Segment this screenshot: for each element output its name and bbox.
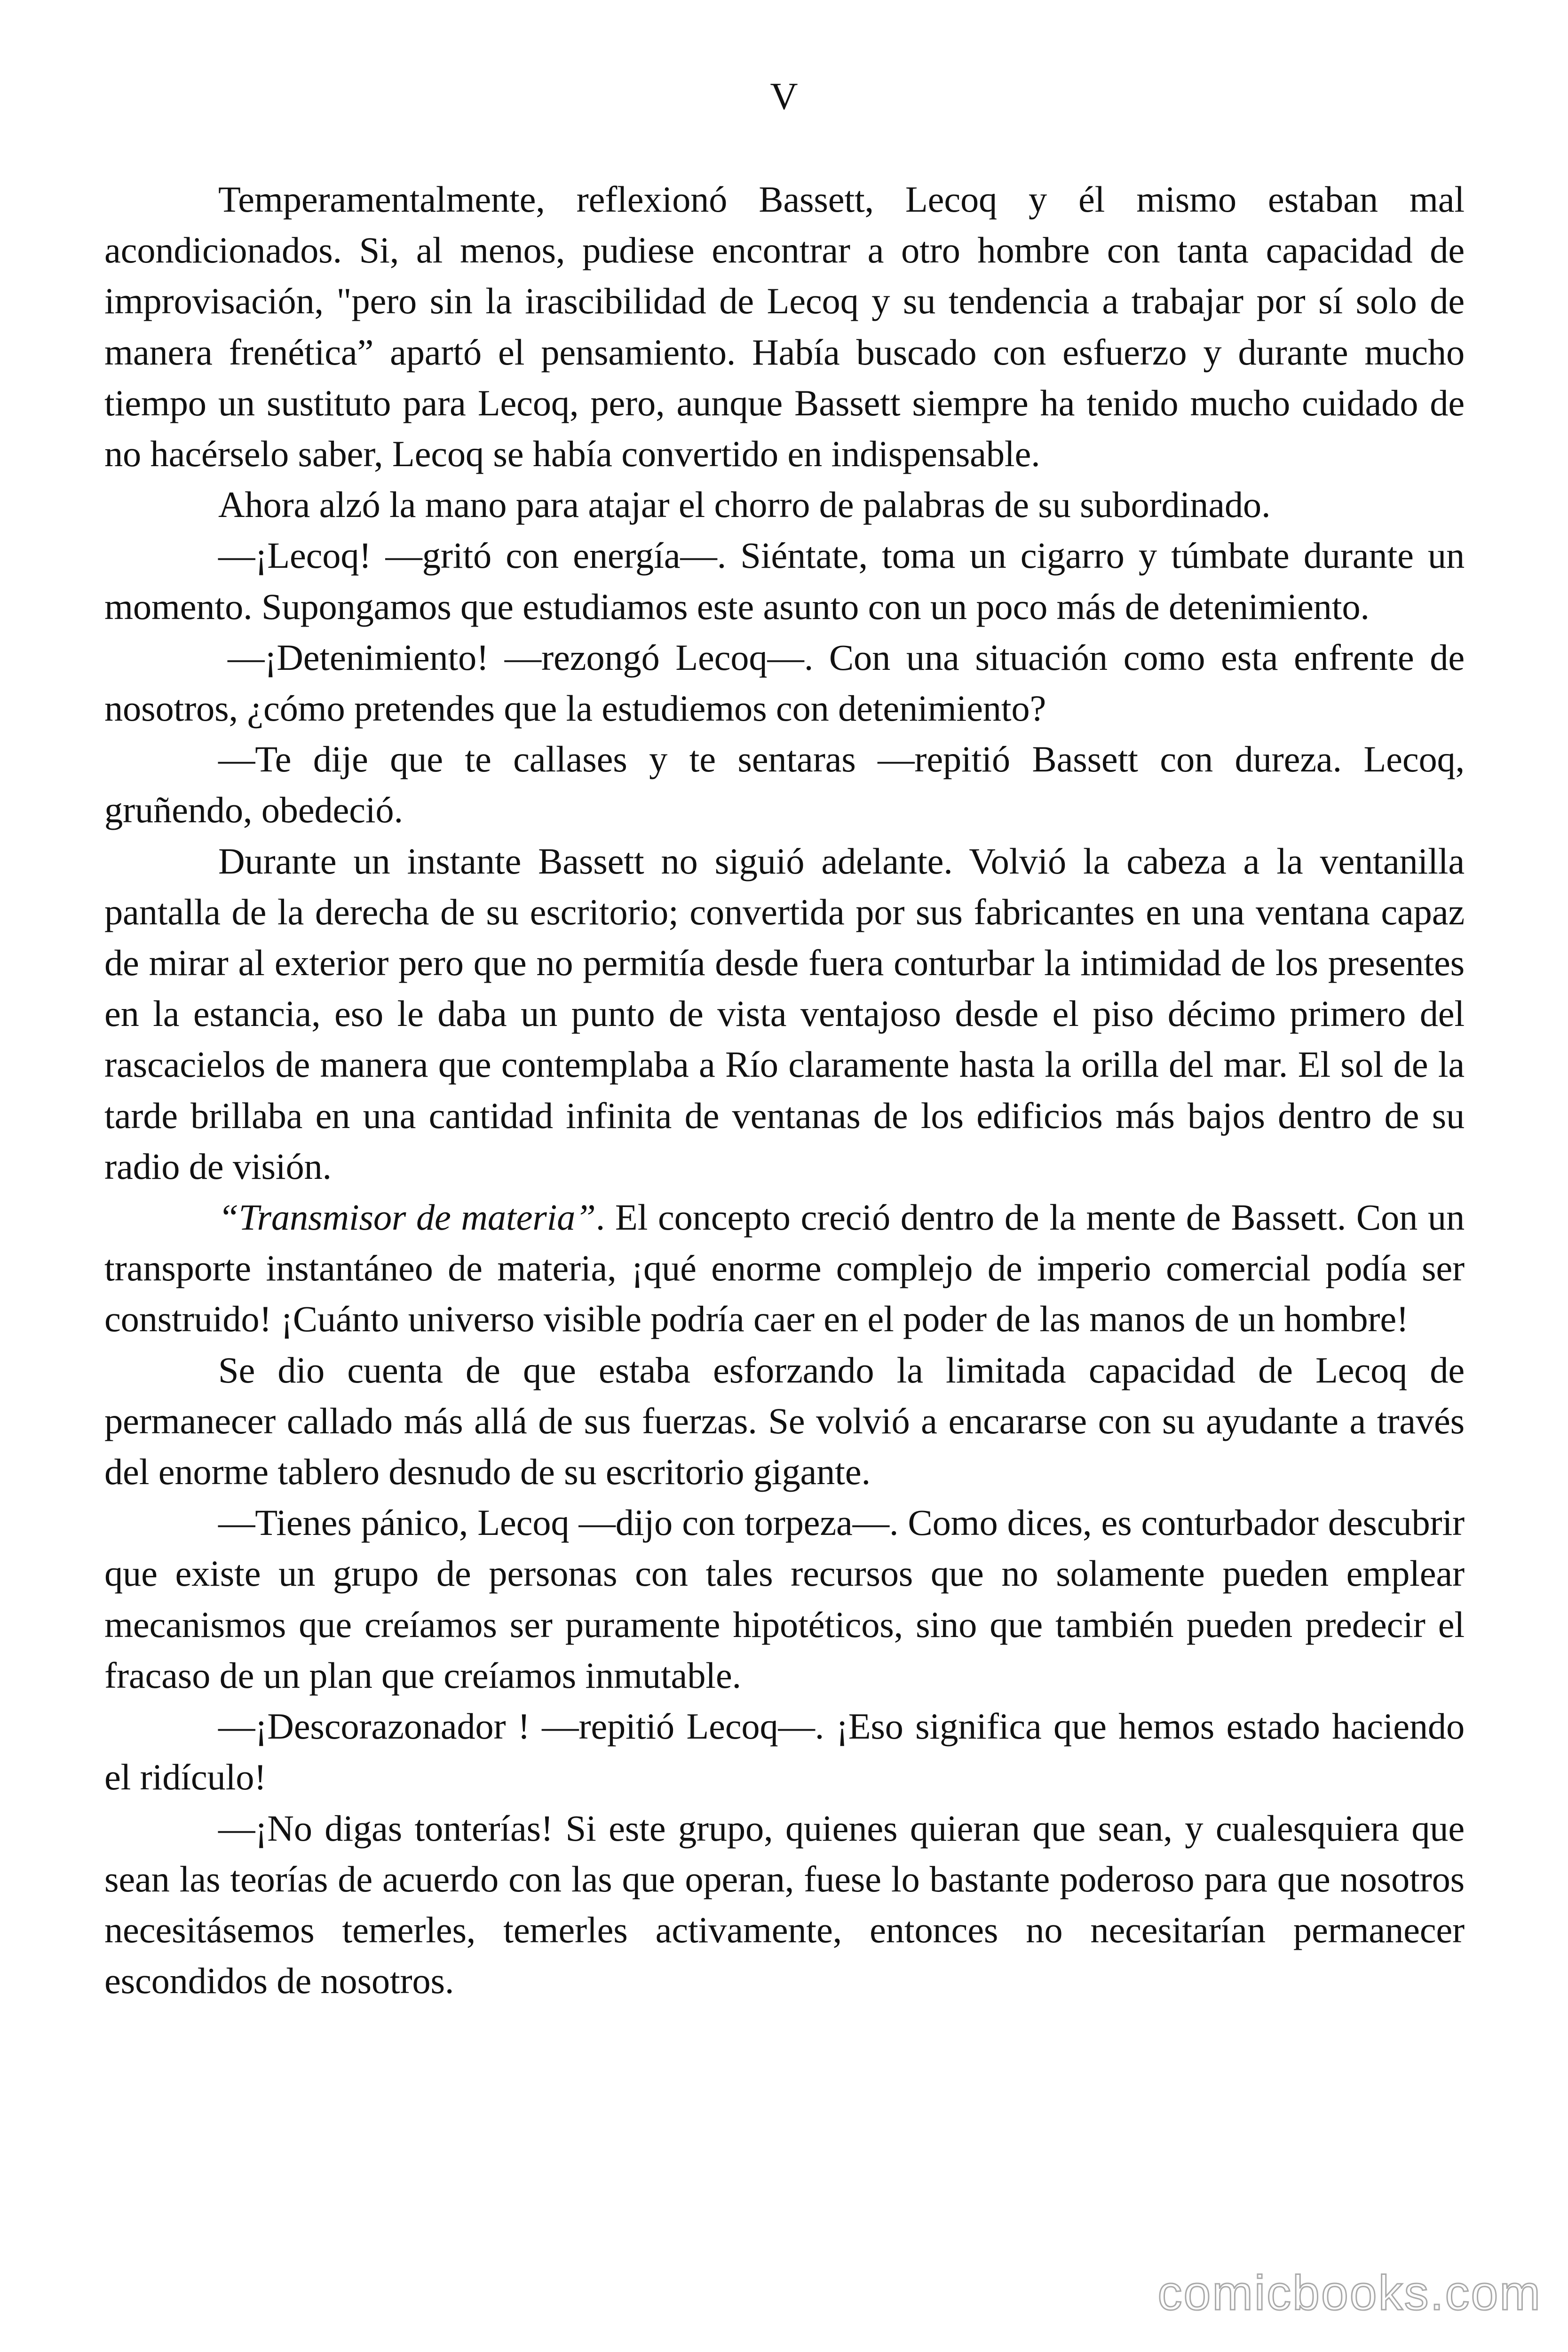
paragraph: —Tienes pánico, Lecoq —dijo con torpeza—. Como dices, es conturbador descubrir que existe un grupo de personas con tales recursos que no solamente pueden emplear mecanismos que creíamos ser puramente hipotéticos, sino que también pueden predecir el fracaso de un plan que creíamos inmutable. xyxy=(104,1502,1465,1696)
paragraph: Se dio cuenta de que estaba esforzando la limitada capacidad de Lecoq de permanecer callado más allá de sus fuerzas. Se volvió a encararse con su ayudante a través del enorme tablero desnudo de su escritorio gigante. xyxy=(104,1349,1465,1493)
paragraph: Durante un instante Bassett no siguió adelante. Volvió la cabeza a la ventanilla pantalla de la derecha de su escritorio; convertida por sus fabricantes en una ventana capaz de mirar al exterior pero que no permitía desde fuera conturbar la intimidad de los presentes en la estancia, eso le daba un punto de vista ventajoso desde el piso décimo primero del rascacielos de manera que contemplaba a Río claramente hasta la orilla del mar. El sol de la tarde brillaba en una cantidad infinita de ventanas de los edificios más bajos dentro de su radio de visión. xyxy=(104,840,1465,1187)
paragraph: —Te dije que te callases y te sentaras —repitió Bassett con dureza. Lecoq, gruñendo, obedeció. xyxy=(104,739,1465,831)
paragraph xyxy=(104,1192,1465,1345)
chapter-heading: V xyxy=(770,75,798,118)
paragraph: —¡No digas tonterías! Si este grupo, quienes quieran que sean, y cualesquiera que sean las teorías de acuerdo con las que operan, fuese lo bastante poderoso para que nosotros necesitásemos temerles, temerles activamente, entonces no necesitarían permanecer escondidos de nosotros. xyxy=(104,1807,1465,2002)
paragraph: —¡Descorazonador ! —repitió Lecoq—. ¡Eso significa que hemos estado haciendo el ridículo! xyxy=(104,1706,1465,1798)
paragraph: Temperamentalmente, reflexionó Bassett, Lecoq y él mismo estaban mal acondicionados. Si, al menos, pudiese encontrar a otro hombre con tanta capacidad de improvisación, "pero sin la irascibilidad de Lecoq y su tendencia a trabajar por sí solo de manera frenética” apartó el pensamiento. Había buscado con esfuerzo y durante mucho tiempo un sustituto para Lecoq, pero, aunque Bassett siempre ha tenido mucho cuidado de no hacérselo saber, Lecoq se había convertido en indispensable. xyxy=(104,179,1465,475)
watermark: comicbooks.com xyxy=(1157,2266,1542,2320)
italic-phrase: “Transmisor de materia” xyxy=(218,1197,596,1238)
paragraph: Ahora alzó la mano para atajar el chorro de palabras de su subordinado. xyxy=(218,484,1271,525)
paragraph: —¡Lecoq! —gritó con energía—. Siéntate, toma un cigarro y túmbate durante un momento. Supongamos que estudiamos este asunto con un poco más de detenimiento. xyxy=(104,535,1465,627)
paragraph: —¡Detenimiento! —rezongó Lecoq—. Con una situación como esta enfrente de nosotros, ¿cómo pretendes que la estudiemos con detenimiento? xyxy=(104,636,1465,729)
body-text xyxy=(104,174,1465,2006)
paragraph-text: . El concepto creció dentro de la mente de Bassett. Con un transporte instantáneo de materia, ¡qué enorme complejo de imperio comercial podía ser construido! ¡Cuánto universo visible podría caer en el poder de las manos de un hombre! xyxy=(104,1197,1465,1340)
